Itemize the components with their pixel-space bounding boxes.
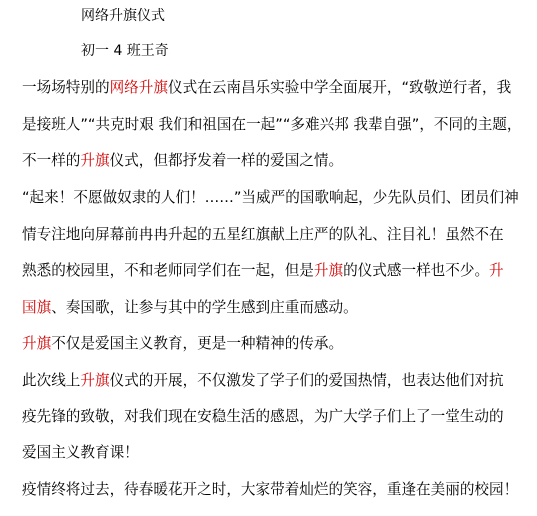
- highlighted-keyword: 升旗: [22, 335, 52, 352]
- body-text: 爱国主义教育课！: [22, 444, 139, 461]
- highlighted-keyword: 升旗: [80, 152, 110, 169]
- body-text: 、奏国歌，让参与其中的学生感到庄重而感动。: [51, 299, 358, 316]
- body-line: [22, 480, 532, 500]
- highlighted-keyword: 升: [489, 262, 504, 279]
- body-line: [22, 371, 532, 391]
- body-text: 的仪式感一样也不少。: [343, 262, 490, 279]
- document-author: 初一 4 班王奇: [81, 43, 169, 59]
- highlighted-keyword: 国旗: [22, 299, 52, 316]
- body-line: [22, 298, 532, 318]
- body-line: [22, 115, 532, 135]
- body-line: [22, 443, 532, 463]
- highlighted-keyword: 网络升旗: [109, 79, 168, 96]
- body-text: “起来！不愿做奴隶的人们！……”当威严的国歌响起，少先队员们、团员们神: [22, 189, 519, 206]
- highlighted-keyword: 升旗: [313, 262, 344, 279]
- body-text: 不一样的: [22, 152, 81, 169]
- body-text: 一场场特别的: [22, 79, 110, 96]
- body-line: [22, 407, 532, 427]
- body-text: 仪式的开展，不仅激发了学子们的爱国热情，也表达他们对抗: [109, 372, 504, 389]
- body-line: [22, 225, 532, 245]
- body-line: [22, 334, 532, 354]
- body-text: 疫情终将过去，待春暖花开之时，大家带着灿烂的笑容，重逢在美丽的校园！: [22, 481, 519, 498]
- body-text: 仪式，但都抒发着一样的爱国之情。: [109, 152, 344, 169]
- body-text: 情专注地向屏幕前冉冉升起的五星红旗献上庄严的队礼、注目礼！虽然不在: [22, 226, 504, 243]
- body-text: 是接班人”“共克时艰 我们和祖国在一起”“多难兴邦 我辈自强”，不同的主题，: [22, 116, 522, 133]
- body-text: 仪式在云南昌乐实验中学全面展开，“致敬逆行者，我: [167, 79, 512, 96]
- body-line: [22, 261, 532, 281]
- body-text: 不仅是爱国主义教育，更是一种精神的传承。: [51, 335, 344, 352]
- document-title: 网络升旗仪式: [81, 8, 165, 24]
- body-text: 熟悉的校园里，不和老师同学们在一起，但是: [22, 262, 314, 279]
- body-text: 此次线上: [22, 372, 81, 389]
- body-line: [22, 188, 532, 208]
- highlighted-keyword: 升旗: [80, 372, 110, 389]
- body-text: 疫先锋的致敬，对我们现在安稳生活的感恩，为广大学子们上了一堂生动的: [22, 408, 504, 425]
- body-line: [22, 78, 532, 98]
- body-line: [22, 151, 532, 171]
